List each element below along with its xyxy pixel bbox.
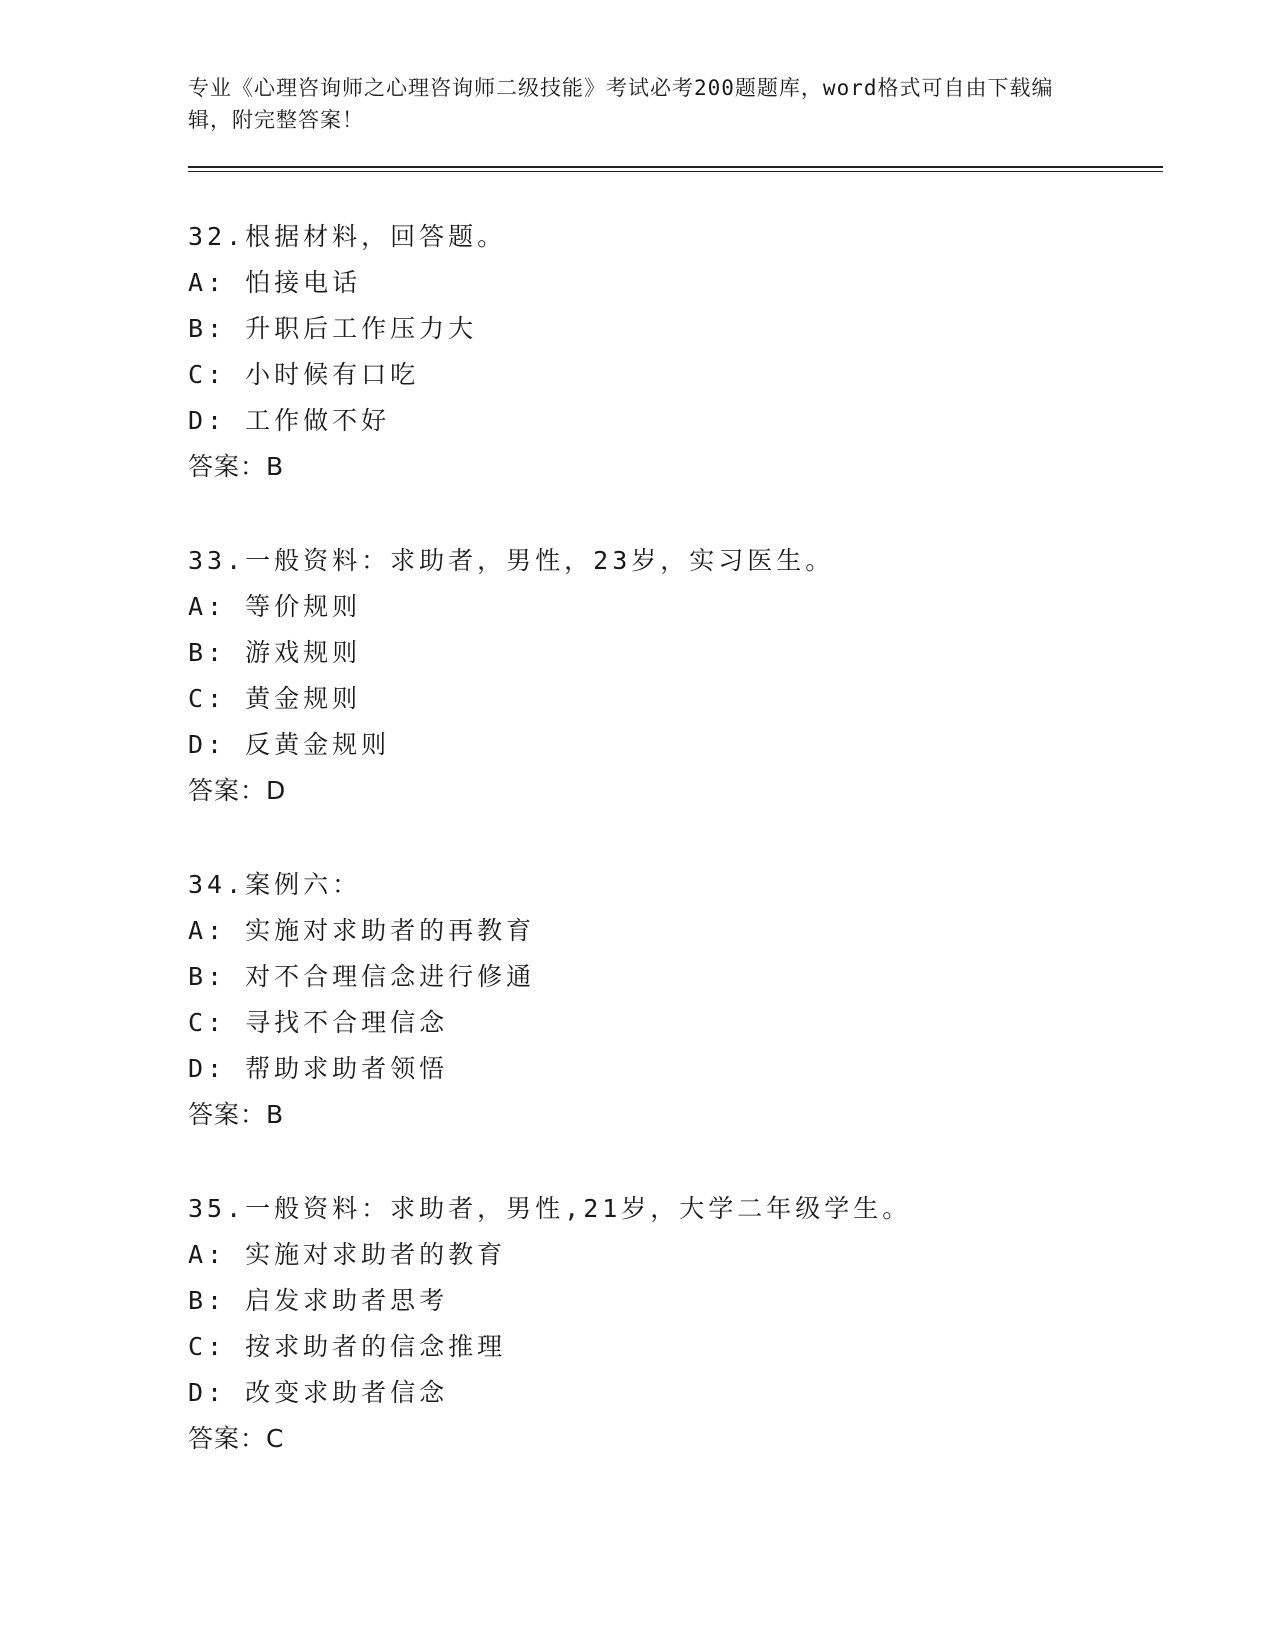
option-b: B: 启发求助者思考 — [188, 1286, 449, 1315]
option-a: A: 怕接电话 — [188, 268, 362, 297]
option-a: A: 等价规则 — [188, 592, 362, 621]
document-page — [188, 72, 1158, 1510]
answer-line: 答案：C — [188, 1424, 285, 1453]
option-c: C: 小时候有口吃 — [188, 360, 420, 389]
question-stem: 32.根据材料，回答题。 — [188, 222, 507, 251]
option-d: D: 帮助求助者领悟 — [188, 1054, 449, 1083]
question-stem: 35.一般资料：求助者，男性,21岁，大学二年级学生。 — [188, 1194, 912, 1223]
question-stem: 33.一般资料：求助者，男性，23岁，实习医生。 — [188, 546, 835, 575]
answer-line: 答案：D — [188, 776, 287, 805]
question-stem: 34.案例六： — [188, 870, 362, 899]
answer-line: 答案：B — [188, 452, 285, 481]
option-b: B: 对不合理信念进行修通 — [188, 962, 536, 991]
document-header: 专业《心理咨询师之心理咨询师二级技能》考试必考200题题库，word格式可自由下载编辑，附完整答案！ — [188, 76, 1054, 132]
option-c: C: 寻找不合理信念 — [188, 1008, 449, 1037]
option-d: D: 工作做不好 — [188, 406, 391, 435]
question-32 — [188, 214, 1158, 490]
question-35 — [188, 1186, 1158, 1462]
option-d: D: 反黄金规则 — [188, 730, 391, 759]
question-33 — [188, 538, 1158, 814]
question-34 — [188, 862, 1158, 1138]
header-divider — [188, 166, 1163, 172]
option-b: B: 升职后工作压力大 — [188, 314, 478, 343]
option-a: A: 实施对求助者的教育 — [188, 1240, 507, 1269]
option-c: C: 黄金规则 — [188, 684, 362, 713]
option-b: B: 游戏规则 — [188, 638, 362, 667]
option-a: A: 实施对求助者的再教育 — [188, 916, 536, 945]
answer-line: 答案：B — [188, 1100, 285, 1129]
question-list — [188, 214, 1158, 1462]
option-c: C: 按求助者的信念推理 — [188, 1332, 507, 1361]
option-d: D: 改变求助者信念 — [188, 1378, 449, 1407]
